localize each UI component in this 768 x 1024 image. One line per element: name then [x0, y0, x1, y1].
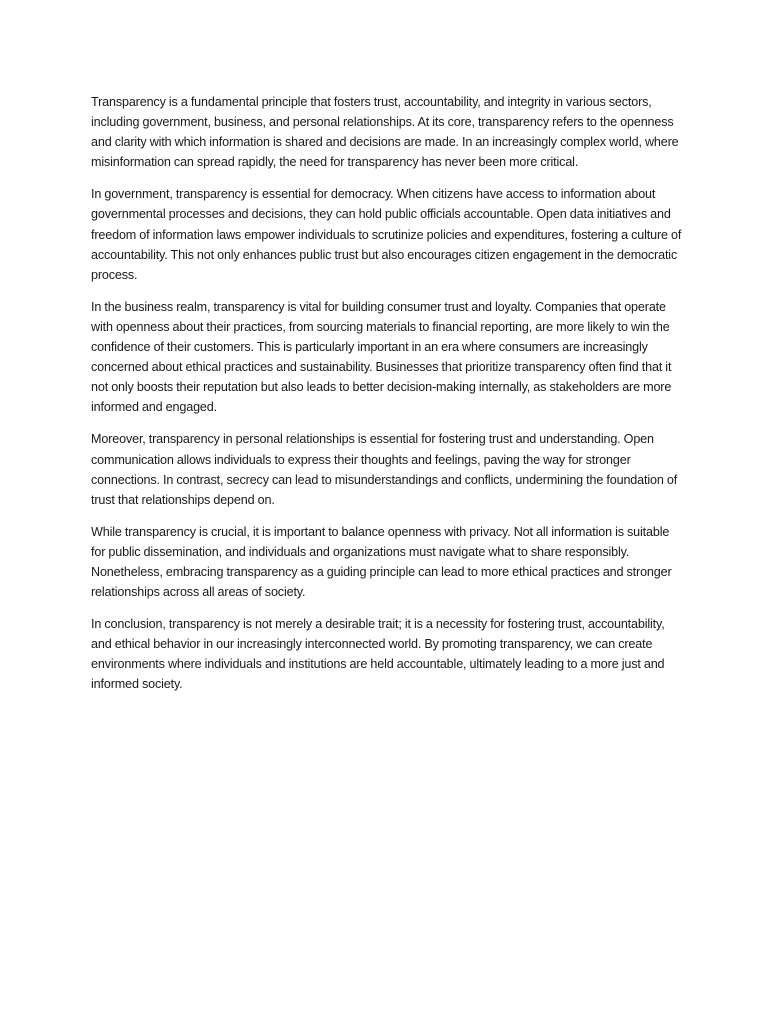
paragraph-privacy: While transparency is crucial, it is important to balance openness with privacy. Not all information is suitable for public dissemination, and individuals and organizations must navigate what to share responsibly. Nonetheless, embracing transparency as a guiding principle can lead to more ethical practices and stronger relationships across all areas of society. — [91, 524, 672, 600]
paragraph-personal: Moreover, transparency in personal relationships is essential for fostering trust and understanding. Open communication allows individuals to express their thoughts and feelings, paving the way for stronger connections. In contrast, secrecy can lead to misunderstandings and conflicts, undermining the foundation of trust that relationships depend on. — [91, 432, 678, 507]
paragraph-government: In government, transparency is essential for democracy. When citizens have access to information about governmental processes and decisions, they can hold public officials accountable. Open data initiatives and freedom of information laws empower individuals to scrutinize policies and expenditures, fostering a culture of accountability. This not only enhances public trust but also encourages citizen engagement in the democratic process. — [91, 187, 682, 282]
document-body — [91, 92, 683, 707]
paragraph-conclusion: In conclusion, transparency is not merely a desirable trait; it is a necessity for fostering trust, accountability, and ethical behavior in our increasingly interconnected world. By promoting transparency, we can create environments where individuals and institutions are held accountable, ultimately leading to a more just and informed society. — [91, 617, 665, 692]
paragraph-intro: Transparency is a fundamental principle that fosters trust, accountability, and integrity in various sectors, including government, business, and personal relationships. At its core, transparency refers to the openness and clarity with which information is shared and decisions are made. In an increasingly complex world, where misinformation can spread rapidly, the need for transparency has never been more critical. — [91, 95, 679, 170]
paragraph-business: In the business realm, transparency is vital for building consumer trust and loyalty. Companies that operate with openness about their practices, from sourcing materials to financial reporting, are more likely to win the confidence of their customers. This is particularly important in an era where consumers are increasingly concerned about ethical practices and sustainability. Businesses that prioritize transparency often find that it not only boosts their reputation but also leads to better decision-making internally, as stakeholders are more informed and engaged. — [91, 299, 672, 415]
